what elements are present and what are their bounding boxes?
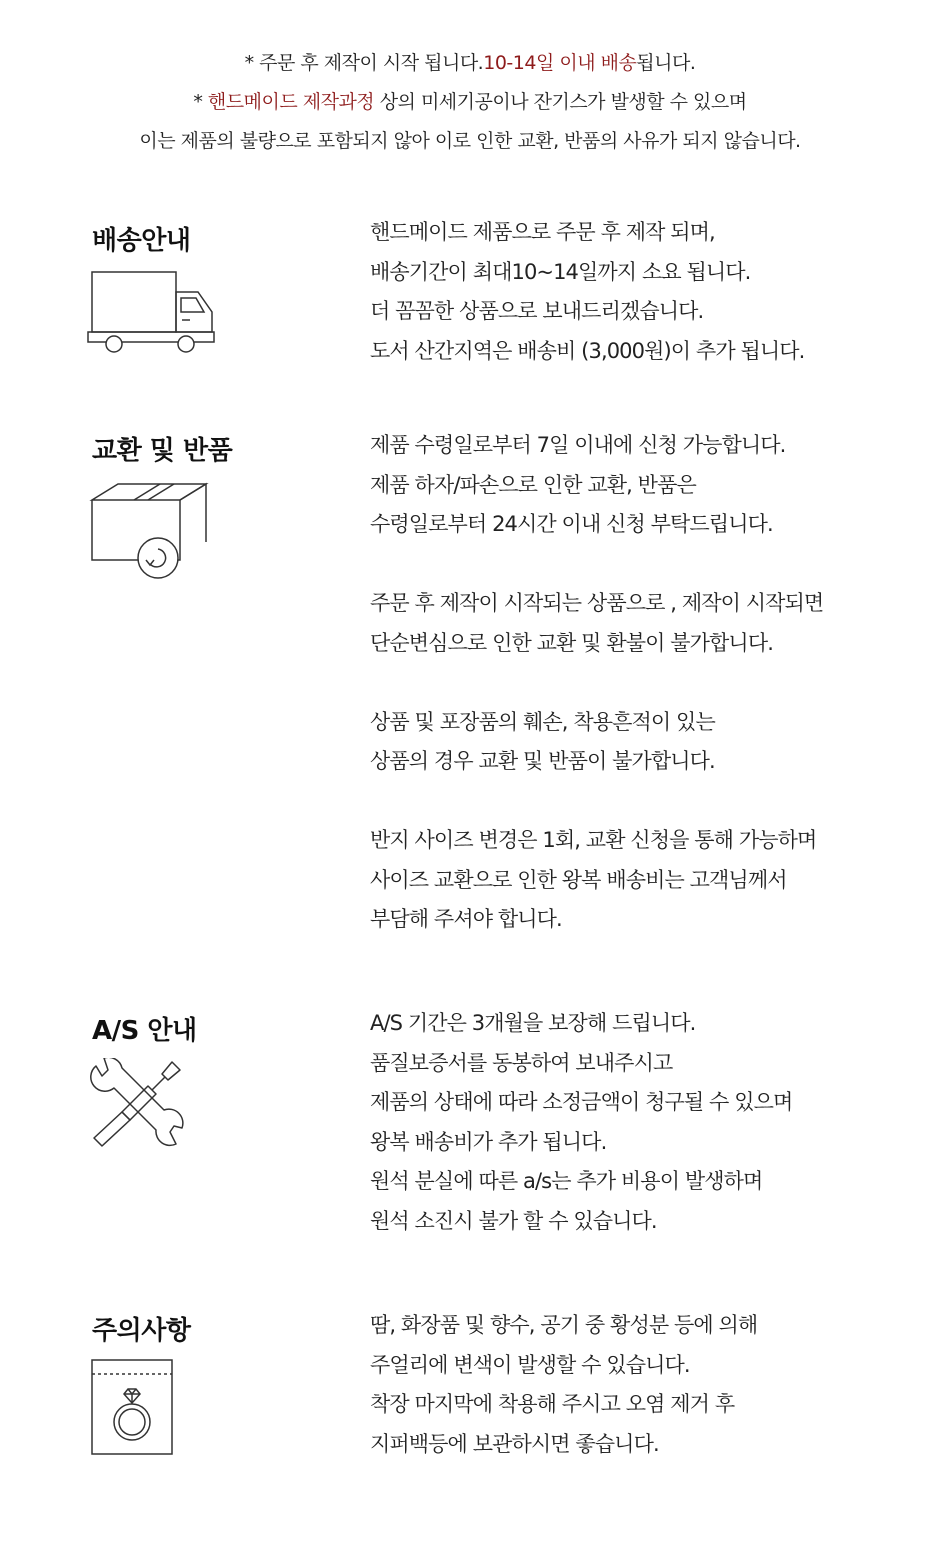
paragraph-gap xyxy=(370,545,930,585)
shipping-line: 더 꼼꼼한 상품으로 보내드리겠습니다. xyxy=(370,299,704,323)
ring-bag-icon xyxy=(90,1358,176,1458)
exchange-line: 사이즈 교환으로 인한 왕복 배송비는 고객님께서 xyxy=(370,867,787,892)
notice-line-1 xyxy=(0,44,940,83)
shipping-line: 핸드메이드 제품으로 주문 후 제작 되며, xyxy=(370,220,715,244)
caution-title: 주의사항 xyxy=(92,1316,191,1346)
as-line: 품질보증서를 동봉하여 보내주시고 xyxy=(370,1050,673,1075)
exchange-title: 교환 및 반품 xyxy=(92,436,233,466)
exchange-line: 주문 후 제작이 시작되는 상품으로 , 제작이 시작되면 xyxy=(370,591,824,615)
exchange-text xyxy=(370,426,930,940)
notice-line-2-highlight: 핸드메이드 제작과정 xyxy=(207,91,375,113)
as-line: 왕복 배송비가 추가 됩니다. xyxy=(370,1129,607,1154)
shipping-line: 도서 산간지역은 배송비 (3,000원)이 추가 됩니다. xyxy=(370,338,805,363)
notice-line-2-suffix: 상의 미세기공이나 잔기스가 발생할 수 있으며 xyxy=(374,91,747,113)
as-line: 원석 소진시 불가 할 수 있습니다. xyxy=(370,1208,657,1233)
exchange-line: 부담해 주셔야 합니다. xyxy=(370,907,562,931)
exchange-line: 상품의 경우 교환 및 반품이 불가합니다. xyxy=(370,749,715,773)
exchange-line: 제품 하자/파손으로 인한 교환, 반품은 xyxy=(370,472,696,497)
exchange-line: 단순변심으로 인한 교환 및 환불이 불가합니다. xyxy=(370,630,773,655)
caution-line: 착장 마지막에 착용해 주시고 오염 제거 후 xyxy=(370,1392,735,1416)
as-text xyxy=(370,1004,930,1241)
paragraph-gap xyxy=(370,663,930,703)
exchange-line: 상품 및 포장품의 훼손, 착용흔적이 있는 xyxy=(370,709,715,734)
wrench-screwdriver-icon xyxy=(86,1058,186,1150)
notice-line-1-prefix: * 주문 후 제작이 시작 됩니다. xyxy=(244,52,484,74)
shipping-text xyxy=(370,213,930,371)
shipping-title: 배송안내 xyxy=(92,226,191,256)
return-box-icon xyxy=(86,478,216,582)
as-line: A/S 기간은 3개월을 보장해 드립니다. xyxy=(370,1011,696,1035)
notice-line-2-prefix: * xyxy=(193,91,208,113)
notice-line-3: 이는 제품의 불량으로 포함되지 않아 이로 인한 교환, 반품의 사유가 되지 않습니다. xyxy=(139,130,801,152)
exchange-line: 반지 사이즈 변경은 1회, 교환 신청을 통해 가능하며 xyxy=(370,828,817,852)
as-line: 제품의 상태에 따라 소정금액이 청구될 수 있으며 xyxy=(370,1090,793,1114)
notice-line-1-suffix: 됩니다. xyxy=(636,52,696,74)
exchange-line: 수령일로부터 24시간 이내 신청 부탁드립니다. xyxy=(370,512,773,536)
notice-line-2 xyxy=(0,83,940,122)
exchange-line: 제품 수령일로부터 7일 이내에 신청 가능합니다. xyxy=(370,433,786,457)
shipping-line: 배송기간이 최대10~14일까지 소요 됩니다. xyxy=(370,259,751,284)
caution-line: 주얼리에 변색이 발생할 수 있습니다. xyxy=(370,1352,690,1377)
top-notice xyxy=(0,44,940,161)
caution-line: 땀, 화장품 및 향수, 공기 중 황성분 등에 의해 xyxy=(370,1313,758,1337)
caution-line: 지퍼백등에 보관하시면 좋습니다. xyxy=(370,1431,659,1456)
as-title: A/S 안내 xyxy=(92,1016,197,1046)
as-line: 원석 분실에 따른 a/s는 추가 비용이 발생하며 xyxy=(370,1169,763,1193)
paragraph-gap xyxy=(370,782,930,822)
truck-icon xyxy=(86,268,218,358)
notice-line-1-highlight: 10-14일 이내 배송 xyxy=(483,52,637,74)
caution-text xyxy=(370,1306,930,1464)
